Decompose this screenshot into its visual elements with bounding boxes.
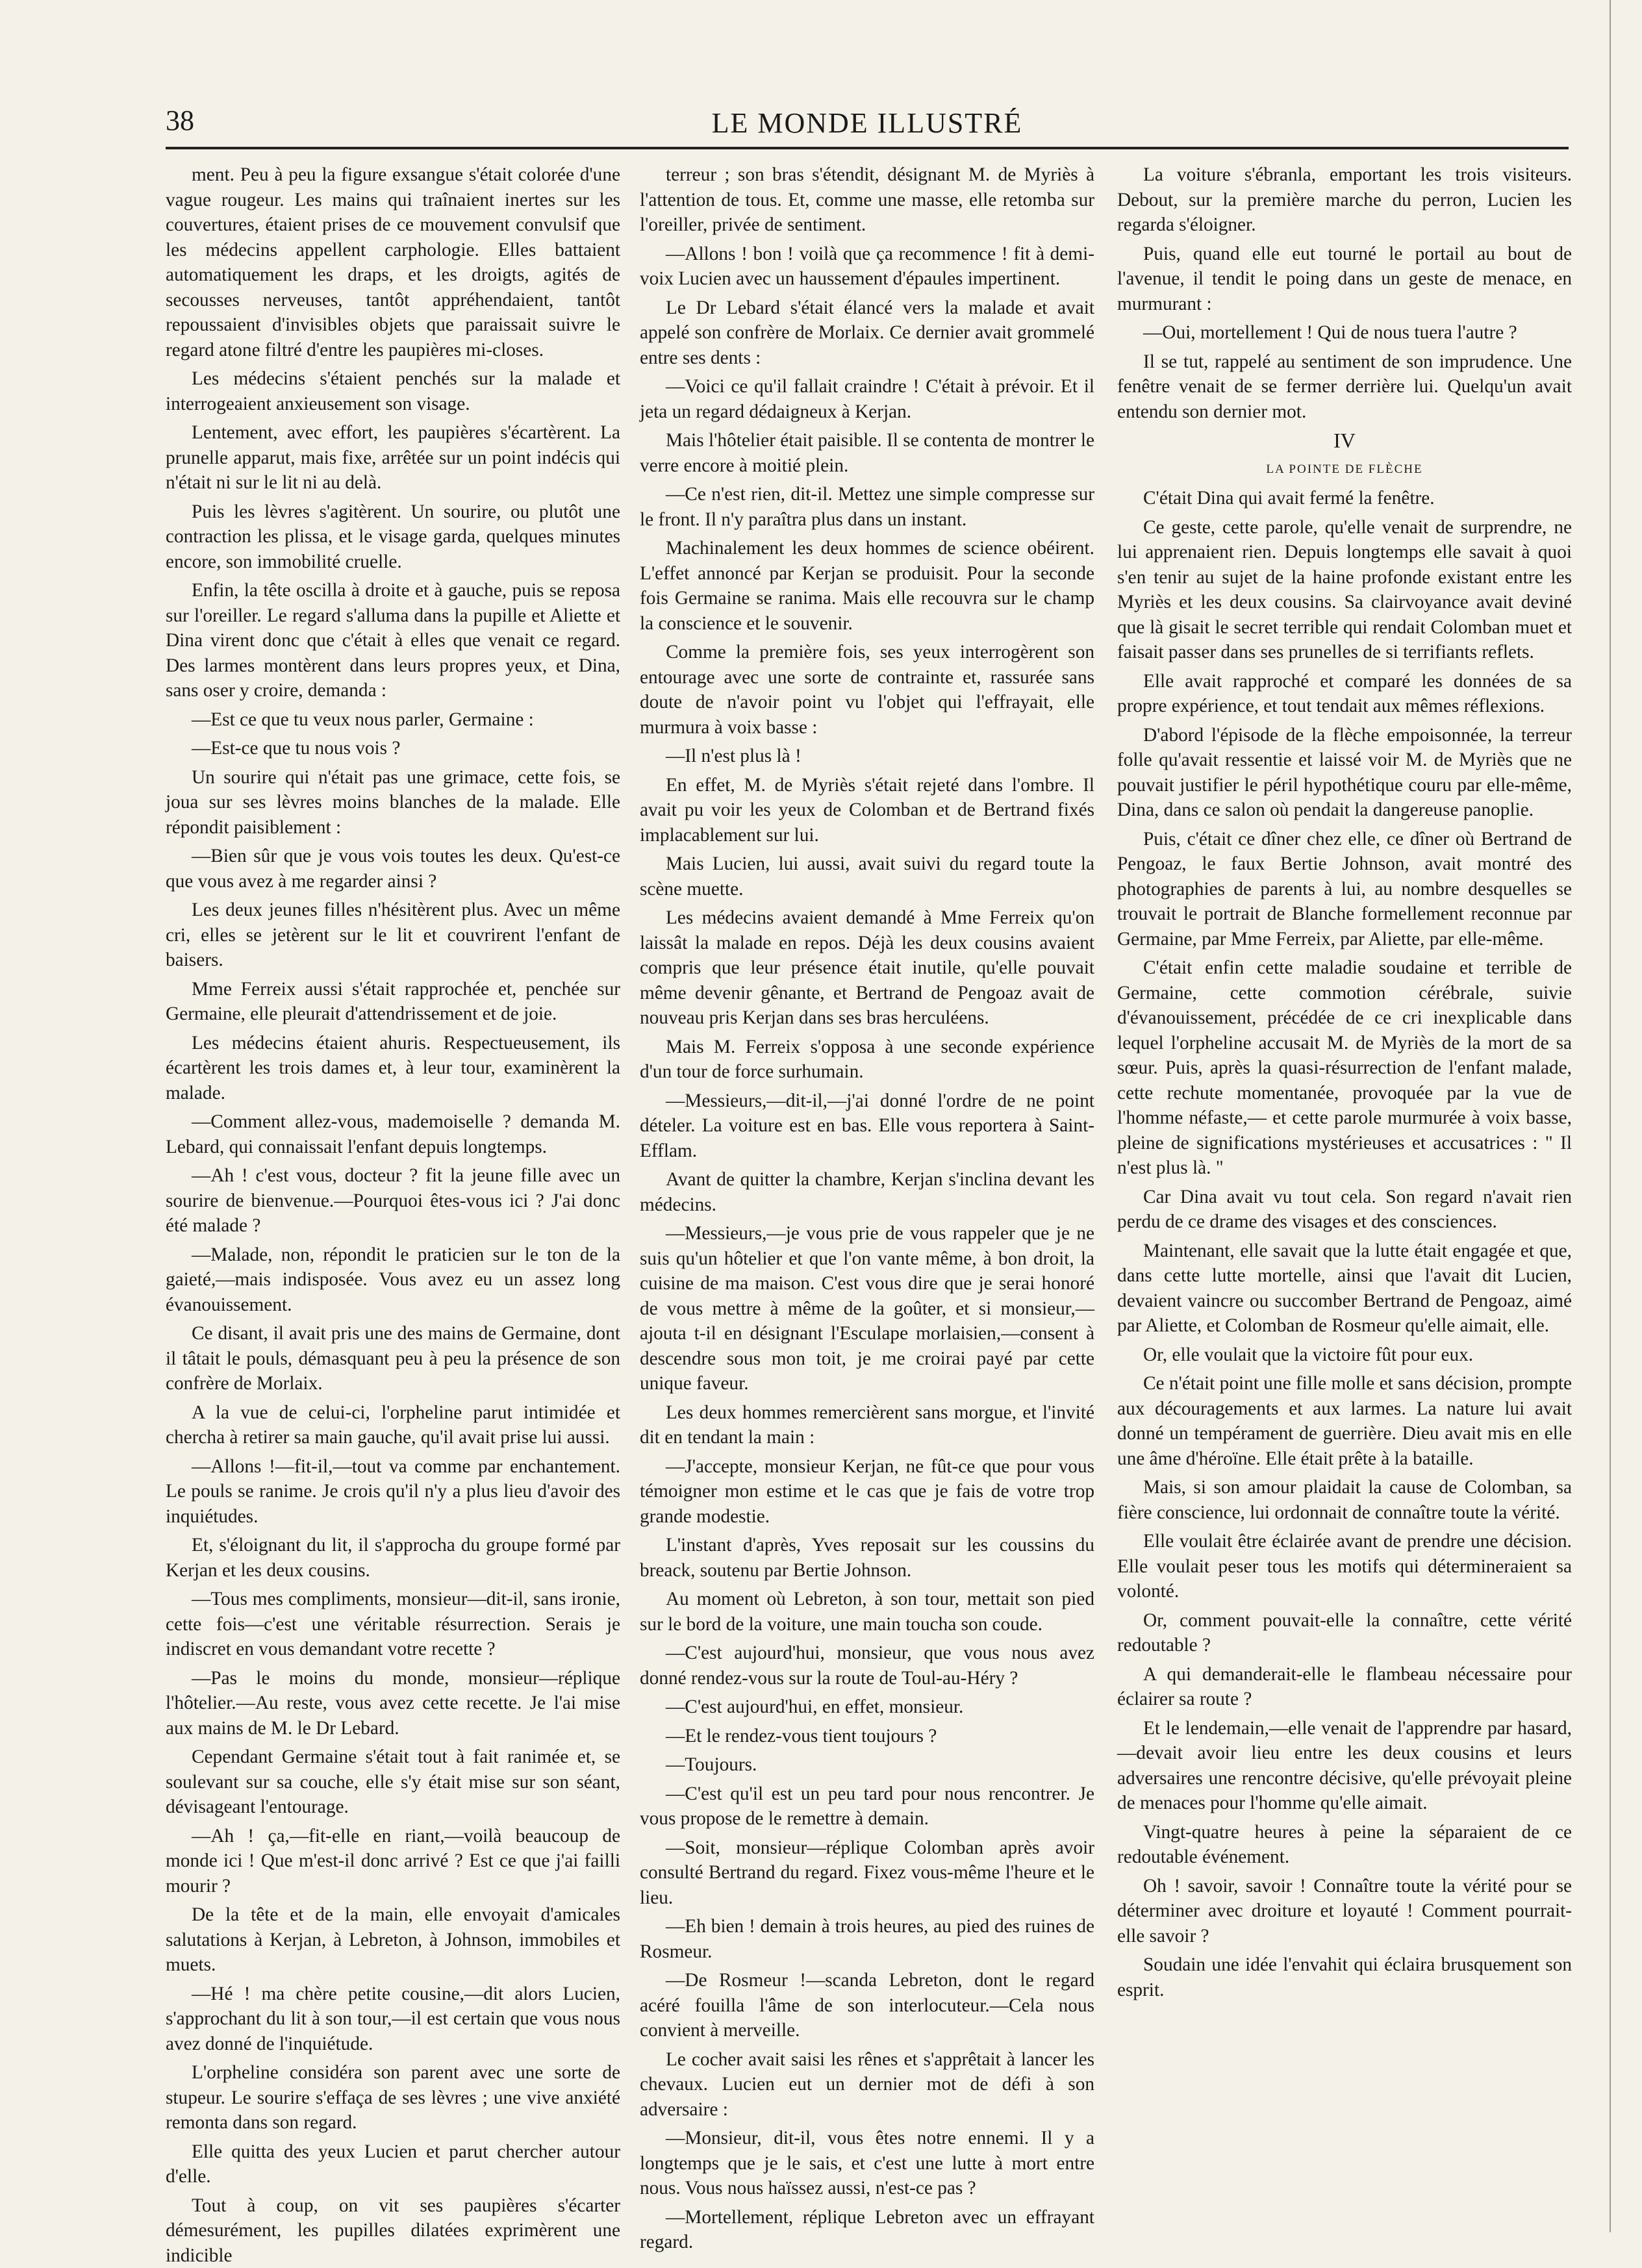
paragraph: Il se tut, rappelé au sentiment de son imprudence. Une fenêtre venait de se fermer derrière lui. Quelqu'un avait entendu son dernier mot. (1117, 349, 1572, 425)
paragraph: —Allons !—fit-il,—tout va comme par enchantement. Le pouls se ranime. Je crois qu'il n'y a plus lieu d'avoir des inquiétudes. (166, 1454, 620, 1530)
paragraph: —Et le rendez-vous tient toujours ? (640, 1724, 1094, 1749)
paragraph: Car Dina avait vu tout cela. Son regard n'avait rien perdu de ce drame des visages et des consciences. (1117, 1185, 1572, 1235)
paragraph: Ce geste, cette parole, qu'elle venait de surprendre, ne lui apprenaient rien. Depuis longtemps elle savait à quoi s'en tenir au sujet de la haine profonde existant entre les Myriès et les deux cousins. Sa clairvoyance avait deviné que là gisait le secret terrible qui rendait Colomban muet et faisait passer dans ses prunelles de si terrifiants reflets. (1117, 515, 1572, 665)
paragraph: Et, s'éloignant du lit, il s'approcha du groupe formé par Kerjan et les deux cousins. (166, 1533, 620, 1583)
paragraph: Oh ! savoir, savoir ! Connaître toute la vérité pour se déterminer avec droiture et loyauté ! Comment pourrait-elle savoir ? (1117, 1874, 1572, 1949)
paragraph: A la vue de celui-ci, l'orpheline parut intimidée et chercha à retirer sa main gauche, qu'il avait prise lui aussi. (166, 1400, 620, 1450)
paragraph: —Soit, monsieur—réplique Colomban après avoir consulté Bertrand du regard. Fixez vous-même l'heure et le lieu. (640, 1835, 1094, 1911)
paragraph: Avant de quitter la chambre, Kerjan s'inclina devant les médecins. (640, 1167, 1094, 1217)
paragraph: —Messieurs,—je vous prie de vous rappeler que je ne suis qu'un hôtelier et que l'on vante même, à bon droit, la cuisine de ma maison. C'est vous dire que je serai honoré de vous mettre à même de la goûter, et si monsieur,—ajouta t-il en désignant l'Esculape morlaisien,—consent à descendre sous mon toit, je me croirai payé par cette unique faveur. (640, 1221, 1094, 1396)
paragraph: Les deux hommes remercièrent sans morgue, et l'invité dit en tendant la main : (640, 1400, 1094, 1450)
paragraph: —Hé ! ma chère petite cousine,—dit alors Lucien, s'approchant du lit à son tour,—il est certain que vous nous avez donné de l'inquiétude. (166, 1982, 620, 2057)
paragraph: —Malade, non, répondit le praticien sur le ton de la gaieté,—mais indisposée. Vous avez eu un assez long évanouissement. (166, 1242, 620, 1318)
paragraph: —Messieurs,—dit-il,—j'ai donné l'ordre de ne point dételer. La voiture est en bas. Elle vous reportera à Saint-Efflam. (640, 1089, 1094, 1164)
paragraph: Tout à coup, on vit ses paupières s'écarter démesurément, les pupilles dilatées exprimèrent une indicible (166, 2193, 620, 2268)
paragraph: ment. Peu à peu la figure exsangue s'était colorée d'une vague rougeur. Les mains qui traînaient inertes sur les couvertures, étaient prises de ce mouvement convulsif que les médecins appellent carphologie. Elles battaient automatiquement les draps, et les droigts, agités de secousses nerveuses, tantôt appréhendaient, tantôt repoussaient d'invisibles objets que paraissait suivre le regard atone filtré d'entre les paupières mi-closes. (166, 162, 620, 362)
binding-edge (1610, 0, 1611, 2232)
section-title: LA POINTE DE FLÈCHE (1117, 457, 1572, 483)
paragraph: Le Dr Lebard s'était élancé vers la malade et avait appelé son confrère de Morlaix. Ce dernier avait grommelé entre ses dents : (640, 296, 1094, 371)
paragraph: —Ce n'est rien, dit-il. Mettez une simple compresse sur le front. Il n'y paraîtra plus dans un instant. (640, 482, 1094, 532)
paragraph: L'orpheline considéra son parent avec une sorte de stupeur. Le sourire s'effaça de ses lèvres ; une vive anxiété remonta dans son regard. (166, 2060, 620, 2136)
paragraph: —Voici ce qu'il fallait craindre ! C'était à prévoir. Et il jeta un regard dédaigneux à Kerjan. (640, 374, 1094, 424)
paragraph: Or, elle voulait que la victoire fût pour eux. (1117, 1342, 1572, 1368)
paragraph: —Bien sûr que je vous vois toutes les deux. Qu'est-ce que vous avez à me regarder ainsi ? (166, 844, 620, 894)
paragraph: L'instant d'après, Yves reposait sur les coussins du breack, soutenu par Bertie Johnson. (640, 1533, 1094, 1583)
paragraph: —Toujours. (640, 1752, 1094, 1778)
paragraph: Vingt-quatre heures à peine la séparaient de ce redoutable événement. (1117, 1820, 1572, 1870)
paragraph: —Oui, mortellement ! Qui de nous tuera l'autre ? (1117, 320, 1572, 346)
paragraph: terreur ; son bras s'étendit, désignant M. de Myriès à l'attention de tous. Et, comme une masse, elle retomba sur l'oreiller, privée de sentiment. (640, 162, 1094, 238)
column-3 (1117, 162, 1572, 2002)
column-1 (166, 162, 620, 2268)
paragraph: Machinalement les deux hommes de science obéirent. L'effet annoncé par Kerjan se produisit. Pour la seconde fois Germaine se ranima. Mais elle recouvra sur le champ la conscience et le souvenir. (640, 536, 1094, 636)
paragraph: Comme la première fois, ses yeux interrogèrent son entourage avec une sorte de contrainte et, rassurée sans doute de n'avoir point vu l'objet qui l'effrayait, elle murmura à voix basse : (640, 640, 1094, 740)
newspaper-title: LE MONDE ILLUSTRÉ (166, 107, 1569, 140)
paragraph: Les deux jeunes filles n'hésitèrent plus. Avec un même cri, elles se jetèrent sur le lit et couvrirent l'enfant de baisers. (166, 898, 620, 973)
paragraph: Lentement, avec effort, les paupières s'écartèrent. La prunelle apparut, mais fixe, arrêtée sur un point indécis qui n'était ni sur le lit ni au delà. (166, 420, 620, 496)
paragraph: —Tous mes compliments, monsieur—dit-il, sans ironie, cette fois—c'est une véritable résurrection. Serais je indiscret en vous demandant votre recette ? (166, 1587, 620, 1662)
paragraph: —Ah ! c'est vous, docteur ? fit la jeune fille avec un sourire de bienvenue.—Pourquoi êtes-vous ici ? J'ai donc été malade ? (166, 1163, 620, 1239)
paragraph: Elle voulait être éclairée avant de prendre une décision. Elle voulait peser tous les motifs qui détermineraient sa volonté. (1117, 1529, 1572, 1604)
paragraph: A qui demanderait-elle le flambeau nécessaire pour éclairer sa route ? (1117, 1662, 1572, 1712)
paragraph: —J'accepte, monsieur Kerjan, ne fût-ce que pour vous témoigner mon estime et le cas que je fais de votre trop grande modestie. (640, 1454, 1094, 1530)
paragraph: —Monsieur, dit-il, vous êtes notre ennemi. Il y a longtemps que je le sais, et c'est une lutte à mort entre nous. Vous nous haïssez aussi, n'est-ce pas ? (640, 2126, 1094, 2201)
paragraph: Elle quitta des yeux Lucien et parut chercher autour d'elle. (166, 2139, 620, 2189)
header-rule (166, 147, 1569, 149)
paragraph: —Allons ! bon ! voilà que ça recommence ! fit à demi-voix Lucien avec un haussement d'épaules impertinent. (640, 242, 1094, 292)
paragraph: Ce disant, il avait pris une des mains de Germaine, dont il tâtait le pouls, démasquant peu à peu la présence de son confrère de Morlaix. (166, 1321, 620, 1396)
paragraph: Le cocher avait saisi les rênes et s'apprêtait à lancer les chevaux. Lucien eut un dernier mot de défi à son adversaire : (640, 2047, 1094, 2123)
paragraph: C'était enfin cette maladie soudaine et terrible de Germaine, cette commotion cérébrale, suivie d'évanouissement, précédée de ce cri inexplicable dans lequel l'orpheline accusait M. de Myriès de la mort de sa sœur. Puis, après la quasi-résurrection de l'enfant malade, cette rechute momentanée, provoquée par la vue de l'homme néfaste,— et cette parole murmurée à voix basse, pleine de significations mystérieuses et accusatrices : " Il n'est plus là. " (1117, 955, 1572, 1181)
paragraph: Mais, si son amour plaidait la cause de Colomban, sa fière conscience, lui ordonnait de connaître toute la vérité. (1117, 1475, 1572, 1525)
paragraph: En effet, M. de Myriès s'était rejeté dans l'ombre. Il avait pu voir les yeux de Colomban et de Bertrand fixés implacablement sur lui. (640, 773, 1094, 848)
paragraph: C'était Dina qui avait fermé la fenêtre. (1117, 486, 1572, 511)
paragraph: —C'est qu'il est un peu tard pour nous rencontrer. Je vous propose de le remettre à demain. (640, 1782, 1094, 1832)
paragraph: —Pas le moins du monde, monsieur—réplique l'hôtelier.—Au reste, vous avez cette recette. Je l'ai mise aux mains de M. le Dr Lebard. (166, 1666, 620, 1741)
paragraph: D'abord l'épisode de la flèche empoisonnée, la terreur folle qu'avait ressentie et laissé voir M. de Myriès que ne pouvait justifier le péril hypothétique couru par elle-même, Dina, dans ce salon où pendait la dangereuse panoplie. (1117, 723, 1572, 823)
paragraph: —Eh bien ! demain à trois heures, au pied des ruines de Rosmeur. (640, 1914, 1094, 1964)
paragraph: Enfin, la tête oscilla à droite et à gauche, puis se reposa sur l'oreiller. Le regard s'alluma dans la pupille et Aliette et Dina virent donc que c'était à elles que venait ce regard. Des larmes montèrent dans leurs propres yeux, et Dina, sans oser y croire, demanda : (166, 578, 620, 703)
paragraph: Puis, c'était ce dîner chez elle, ce dîner où Bertrand de Pengoaz, le faux Bertie Johnson, avait montré des photographies de parents à lui, au nombre desquelles se trouvait le portrait de Blanche formellement reconnue par Germaine, par Mme Ferreix, par Aliette, par elle-même. (1117, 827, 1572, 952)
section-number: IV (1117, 428, 1572, 453)
paragraph: Au moment où Lebreton, à son tour, mettait son pied sur le bord de la voiture, une main toucha son coude. (640, 1587, 1094, 1637)
paragraph: —Est ce que tu veux nous parler, Germaine : (166, 707, 620, 733)
paragraph: —C'est aujourd'hui, monsieur, que vous nous avez donné rendez-vous sur la route de Toul-au-Héry ? (640, 1641, 1094, 1691)
paragraph: —C'est aujourd'hui, en effet, monsieur. (640, 1695, 1094, 1720)
paragraph: —Mortellement, réplique Lebreton avec un effrayant regard. (640, 2205, 1094, 2255)
paragraph: Ce n'était point une fille molle et sans décision, prompte aux découragements et aux larmes. La nature lui avait donné un tempérament de guerrière. Dieu avait mis en elle une âme d'héroïne. Elle était prête à la bataille. (1117, 1371, 1572, 1471)
paragraph: La voiture s'ébranla, emportant les trois visiteurs. Debout, sur la première marche du perron, Lucien les regarda s'éloigner. (1117, 162, 1572, 238)
column-2 (640, 162, 1094, 2255)
paragraph: Un sourire qui n'était pas une grimace, cette fois, se joua sur ses lèvres moins blanches de la malade. Elle répondit paisiblement : (166, 765, 620, 840)
paragraph: Les médecins s'étaient penchés sur la malade et interrogeaient anxieusement son visage. (166, 366, 620, 416)
paragraph: Maintenant, elle savait que la lutte était engagée et que, dans cette lutte mortelle, ainsi que l'avait dit Lucien, devaient vaincre ou succomber Bertrand de Pengoaz, aimé par Aliette, et Colomban de Rosmeur qu'elle aimait, elle. (1117, 1239, 1572, 1339)
paragraph: Cependant Germaine s'était tout à fait ranimée et, se soulevant sur sa couche, elle s'y était mise sur son séant, dévisageant l'entourage. (166, 1745, 620, 1820)
page-number: 38 (166, 104, 194, 137)
paragraph: Puis, quand elle eut tourné le portail au bout de l'avenue, il tendit le poing dans un geste de menace, en murmurant : (1117, 242, 1572, 317)
paragraph: —Comment allez-vous, mademoiselle ? demanda M. Lebard, qui connaissait l'enfant depuis longtemps. (166, 1109, 620, 1159)
page-header (166, 104, 1569, 143)
paragraph: —Il n'est plus là ! (640, 744, 1094, 769)
paragraph: Puis les lèvres s'agitèrent. Un sourire, ou plutôt une contraction les plissa, et le visage garda, quelques minutes encore, son immobilité cruelle. (166, 499, 620, 575)
paragraph: Les médecins avaient demandé à Mme Ferreix qu'on laissât la malade en repos. Déjà les deux cousins avaient compris que leur présence était inutile, qu'elle pouvait même devenir gênante, et Bertrand de Pengoaz avait de nouveau pris Kerjan dans ses bras herculéens. (640, 905, 1094, 1031)
paragraph: Elle avait rapproché et comparé les données de sa propre expérience, et tout tendait aux mêmes réflexions. (1117, 669, 1572, 719)
paragraph: Mais Lucien, lui aussi, avait suivi du regard toute la scène muette. (640, 851, 1094, 901)
paragraph: Mais M. Ferreix s'opposa à une seconde expérience d'un tour de force surhumain. (640, 1035, 1094, 1085)
paragraph: —Ah ! ça,—fit-elle en riant,—voilà beaucoup de monde ici ! Que m'est-il donc arrivé ? Est ce que j'ai failli mourir ? (166, 1824, 620, 1899)
paragraph: Mais l'hôtelier était paisible. Il se contenta de montrer le verre encore à moitié plein. (640, 428, 1094, 478)
paragraph: —De Rosmeur !—scanda Lebreton, dont le regard acéré fouilla l'âme de son interlocuteur.—Cela nous convient à merveille. (640, 1968, 1094, 2043)
paragraph: Les médecins étaient ahuris. Respectueusement, ils écartèrent les trois dames et, à leur tour, examinèrent la malade. (166, 1031, 620, 1106)
paragraph: De la tête et de la main, elle envoyait d'amicales salutations à Kerjan, à Lebreton, à Johnson, immobiles et muets. (166, 1902, 620, 1978)
paragraph: Et le lendemain,—elle venait de l'apprendre par hasard,—devait avoir lieu entre les deux cousins et leurs adversaires une rencontre décisive, qu'elle prévoyait pleine de menaces pour l'homme qu'elle aimait. (1117, 1716, 1572, 1816)
paragraph: Or, comment pouvait-elle la connaître, cette vérité redoutable ? (1117, 1608, 1572, 1658)
paragraph: Mme Ferreix aussi s'était rapprochée et, penchée sur Germaine, elle pleurait d'attendrissement et de joie. (166, 977, 620, 1027)
paragraph: Soudain une idée l'envahit qui éclaira brusquement son esprit. (1117, 1952, 1572, 2002)
paragraph: —Est-ce que tu nous vois ? (166, 736, 620, 761)
